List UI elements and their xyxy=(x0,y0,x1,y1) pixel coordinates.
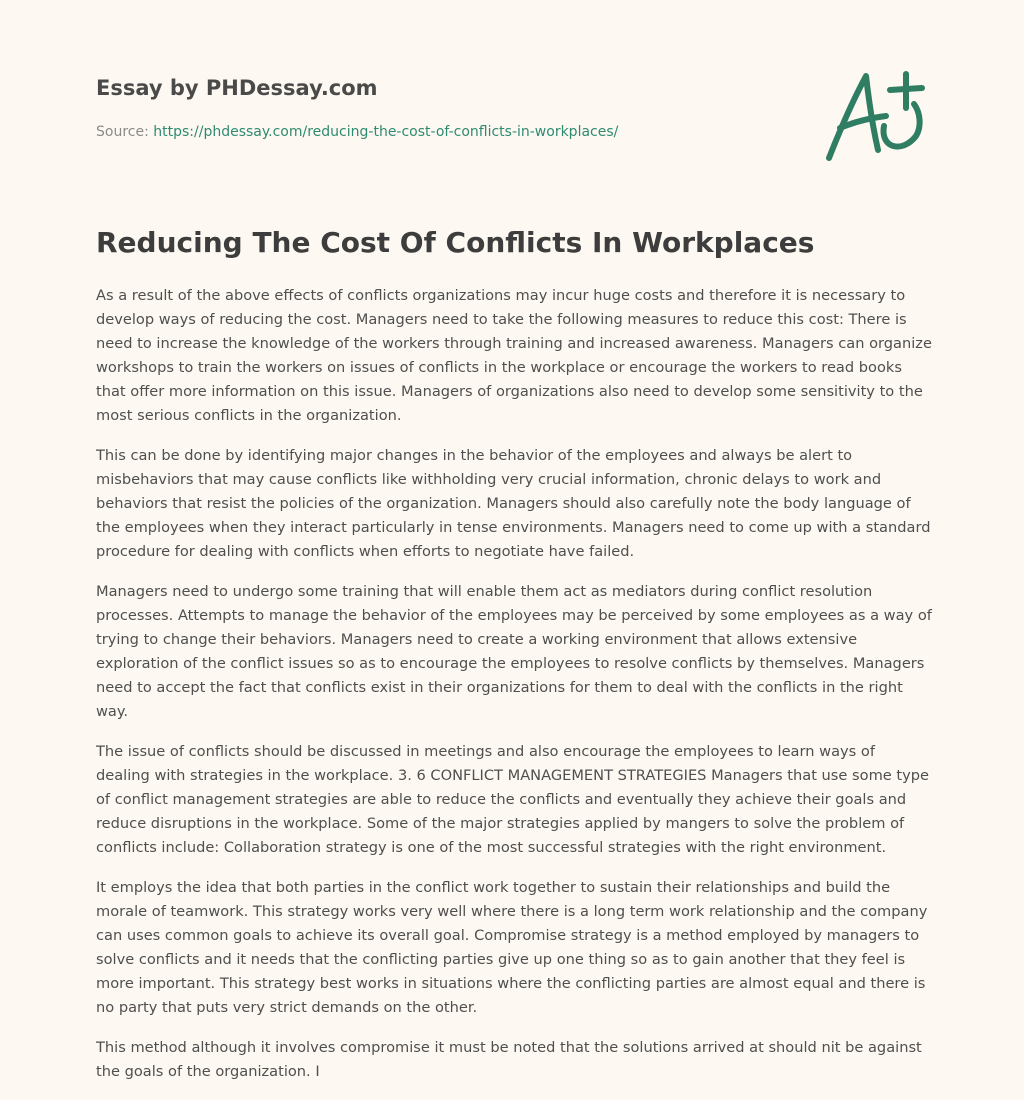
source-label: Source: xyxy=(96,124,149,140)
essay-paragraph: Managers need to undergo some training that will enable them act as mediators during conflict resolution processes. Attempts to manage the behavior of the employees may be perceived by some employees as a way of trying to change their behaviors. Managers need to create a working environment that allows extensive exploration of the conflict issues so as to encourage the employees to resolve conflicts by themselves. Managers need to accept the fact that conflicts exist in their organizations for them to deal with the conflicts in the right way. xyxy=(96,583,932,720)
a-plus-grade-icon xyxy=(822,68,928,166)
essay-paragraph: As a result of the above effects of conflicts organizations may incur huge costs and therefore it is necessary to develop ways of reducing the cost. Managers need to take the following measures to reduce this cost: There is need to increase the knowledge of the workers through training and increased awareness. Managers can organize workshops to train the workers on issues of conflicts in the workplace or encourage the workers to read books that offer more information on this issue. Managers of organizations also need to develop some sensitivity to the most serious conflicts in the organization. xyxy=(96,287,932,424)
essay-paragraph: The issue of conflicts should be discussed in meetings and also encourage the employees to learn ways of dealing with strategies in the workplace. 3. 6 CONFLICT MANAGEMENT STRATEGIES Managers that use some type of conflict management strategies are able to reduce the conflicts and eventually they achieve their goals and reduce disruptions in the workplace. Some of the major strategies applied by mangers to solve the problem of conflicts include: Collaboration strategy is one of the most successful strategies with the right environment. xyxy=(96,743,929,856)
source-link[interactable]: https://phdessay.com/reducing-the-cost-of-conflicts-in-workplaces/ xyxy=(153,124,619,140)
essay-paragraph: This can be done by identifying major changes in the behavior of the employees and always be alert to misbehaviors that may cause conflicts like withholding very crucial information, chronic delays to work and behaviors that resist the policies of the organization. Managers should also carefully note the body language of the employees when they interact particularly in tense environments. Managers need to come up with a standard procedure for dealing with conflicts when efforts to negotiate have failed. xyxy=(96,447,931,560)
site-brand: Essay by PHDessay.com xyxy=(96,76,378,100)
essay-body xyxy=(96,284,932,1100)
essay-paragraph: It employs the idea that both parties in the conflict work together to sustain their relationships and build the morale of teamwork. This strategy works very well where there is a long term work relationship and the company can uses common goals to achieve its overall goal. Compromise strategy is a method employed by managers to solve conflicts and it needs that the conflicting parties give up one thing so as to gain another that they feel is more important. This strategy best works in situations where the conflicting parties are almost equal and there is no party that puts very strict demands on the other. xyxy=(96,879,928,1016)
source-line xyxy=(96,124,618,140)
essay-title: Reducing The Cost Of Conflicts In Workplaces xyxy=(96,226,815,259)
essay-paragraph: This method although it involves compromise it must be noted that the solutions arrived at should nit be against the goals of the organization. I xyxy=(96,1039,922,1080)
